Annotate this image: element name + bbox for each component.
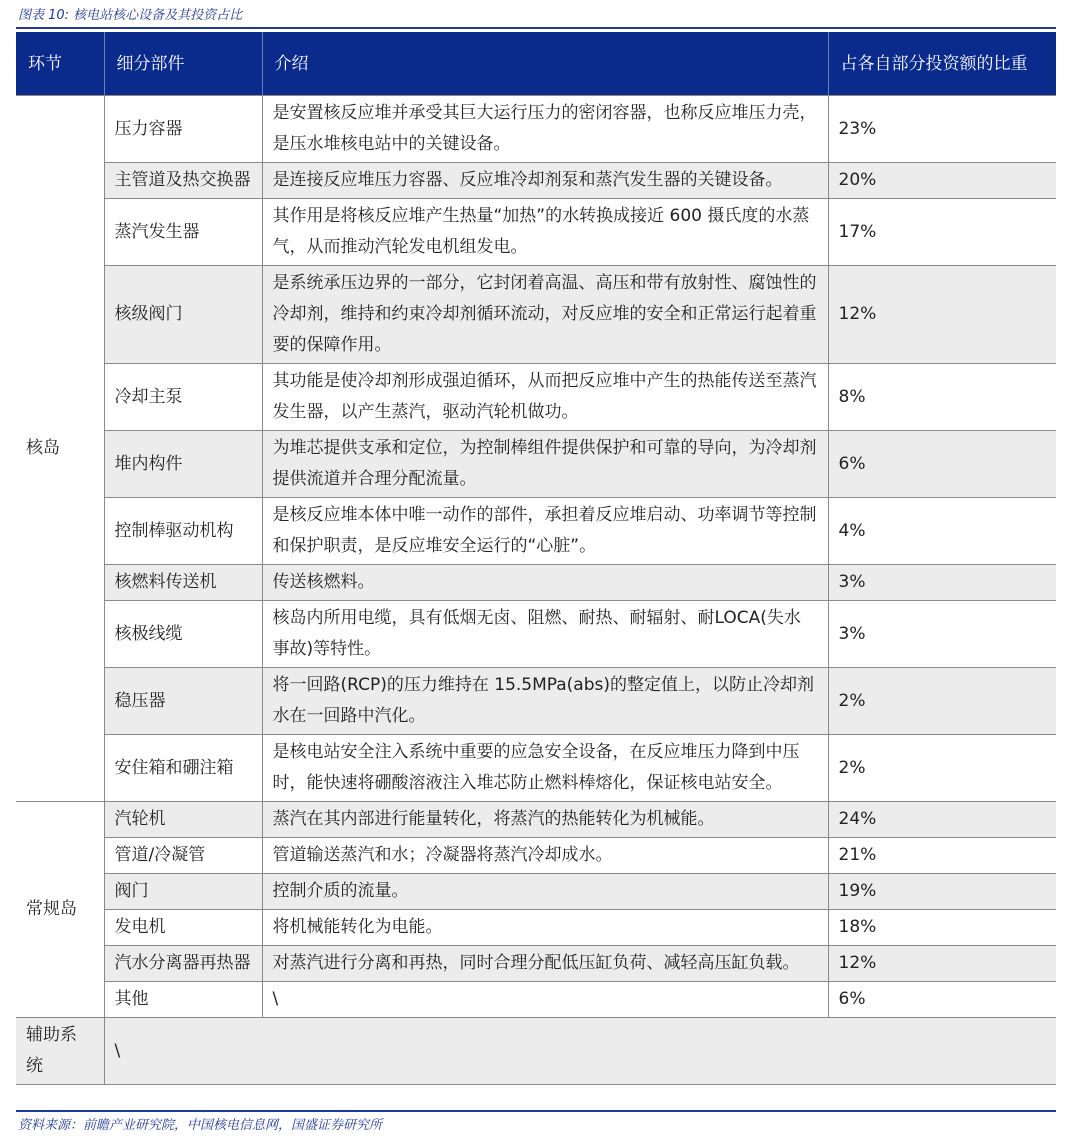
table-row xyxy=(16,982,1056,1018)
share-cell: 23% xyxy=(828,96,1056,163)
table-row xyxy=(16,199,1056,266)
header-part: 细分部件 xyxy=(104,32,262,96)
table-row xyxy=(16,601,1056,668)
desc-cell: 是安置核反应堆并承受其巨大运行压力的密闭容器，也称反应堆压力壳，是压水堆核电站中的关键设备。 xyxy=(262,96,828,163)
table-row xyxy=(16,802,1056,838)
share-cell: 12% xyxy=(828,946,1056,982)
stage-auxiliary: 辅助系统 xyxy=(16,1018,104,1085)
desc-cell: 将一回路(RCP)的压力维持在 15.5MPa(abs)的整定值上，以防止冷却剂水在一回路中汽化。 xyxy=(262,668,828,735)
table-row xyxy=(16,96,1056,163)
table-row xyxy=(16,946,1056,982)
share-cell: 3% xyxy=(828,565,1056,601)
part-cell: 控制棒驱动机构 xyxy=(104,498,262,565)
part-cell: 核极线缆 xyxy=(104,601,262,668)
table-row xyxy=(16,565,1056,601)
bottom-rule xyxy=(16,1110,1056,1112)
table-row xyxy=(16,163,1056,199)
share-cell: 6% xyxy=(828,982,1056,1018)
part-cell: 汽水分离器再热器 xyxy=(104,946,262,982)
desc-cell: 控制介质的流量。 xyxy=(262,874,828,910)
table-row xyxy=(16,266,1056,364)
desc-cell: 核岛内所用电缆，具有低烟无卤、阻燃、耐热、耐辐射、耐LOCA(失水事故)等特性。 xyxy=(262,601,828,668)
equipment-table xyxy=(16,32,1056,1085)
desc-cell: 将机械能转化为电能。 xyxy=(262,910,828,946)
table-row xyxy=(16,431,1056,498)
share-cell: 21% xyxy=(828,838,1056,874)
share-cell: 18% xyxy=(828,910,1056,946)
table-row xyxy=(16,838,1056,874)
share-cell: 24% xyxy=(828,802,1056,838)
part-cell: 安住箱和硼注箱 xyxy=(104,735,262,802)
part-cell: 蒸汽发生器 xyxy=(104,199,262,266)
table-row xyxy=(16,910,1056,946)
part-cell: 压力容器 xyxy=(104,96,262,163)
table-row xyxy=(16,668,1056,735)
part-cell: 堆内构件 xyxy=(104,431,262,498)
desc-cell: 为堆芯提供支承和定位，为控制棒组件提供保护和可靠的导向，为冷却剂提供流道并合理分配流量。 xyxy=(262,431,828,498)
auxiliary-value-cell: \ xyxy=(104,1018,1056,1085)
table-row xyxy=(16,1018,1056,1085)
source-note: 资料来源：前瞻产业研究院，中国核电信息网，国盛证券研究所 xyxy=(18,1118,383,1133)
share-cell: 20% xyxy=(828,163,1056,199)
share-cell: 17% xyxy=(828,199,1056,266)
part-cell: 管道/冷凝管 xyxy=(104,838,262,874)
stage-conventional-island: 常规岛 xyxy=(16,802,104,1018)
part-cell: 发电机 xyxy=(104,910,262,946)
desc-cell: 是核电站安全注入系统中重要的应急安全设备，在反应堆压力降到中压时，能快速将硼酸溶液注入堆芯防止燃料棒熔化，保证核电站安全。 xyxy=(262,735,828,802)
share-cell: 19% xyxy=(828,874,1056,910)
desc-cell: 蒸汽在其内部进行能量转化，将蒸汽的热能转化为机械能。 xyxy=(262,802,828,838)
header-stage: 环节 xyxy=(16,32,104,96)
part-cell: 主管道及热交换器 xyxy=(104,163,262,199)
desc-cell: 是连接反应堆压力容器、反应堆冷却剂泵和蒸汽发生器的关键设备。 xyxy=(262,163,828,199)
desc-cell: 其作用是将核反应堆产生热量“加热”的水转换成接近 600 摄氏度的水蒸气，从而推动汽轮发电机组发电。 xyxy=(262,199,828,266)
header-desc: 介绍 xyxy=(262,32,828,96)
part-cell: 冷却主泵 xyxy=(104,364,262,431)
table-row xyxy=(16,735,1056,802)
table-row xyxy=(16,874,1056,910)
desc-cell: 对蒸汽进行分离和再热，同时合理分配低压缸负荷、减轻高压缸负载。 xyxy=(262,946,828,982)
table-row xyxy=(16,364,1056,431)
desc-cell: 管道输送蒸汽和水；冷凝器将蒸汽冷却成水。 xyxy=(262,838,828,874)
share-cell: 12% xyxy=(828,266,1056,364)
share-cell: 2% xyxy=(828,735,1056,802)
part-cell: 核燃料传送机 xyxy=(104,565,262,601)
share-cell: 4% xyxy=(828,498,1056,565)
share-cell: 8% xyxy=(828,364,1056,431)
desc-cell: 是核反应堆本体中唯一动作的部件，承担着反应堆启动、功率调节等控制和保护职责，是反应堆安全运行的“心脏”。 xyxy=(262,498,828,565)
desc-cell: 传送核燃料。 xyxy=(262,565,828,601)
share-cell: 6% xyxy=(828,431,1056,498)
table-row xyxy=(16,498,1056,565)
desc-cell: \ xyxy=(262,982,828,1018)
stage-nuclear-island: 核岛 xyxy=(16,96,104,802)
share-cell: 2% xyxy=(828,668,1056,735)
part-cell: 其他 xyxy=(104,982,262,1018)
header-row xyxy=(16,32,1056,96)
desc-cell: 其功能是使冷却剂形成强迫循环，从而把反应堆中产生的热能传送至蒸汽发生器，以产生蒸汽，驱动汽轮机做功。 xyxy=(262,364,828,431)
part-cell: 核级阀门 xyxy=(104,266,262,364)
figure-caption: 图表 10: 核电站核心设备及其投资占比 xyxy=(18,8,243,23)
share-cell: 3% xyxy=(828,601,1056,668)
part-cell: 稳压器 xyxy=(104,668,262,735)
desc-cell: 是系统承压边界的一部分，它封闭着高温、高压和带有放射性、腐蚀性的冷却剂，维持和约束冷却剂循环流动，对反应堆的安全和正常运行起着重要的保障作用。 xyxy=(262,266,828,364)
part-cell: 阀门 xyxy=(104,874,262,910)
part-cell: 汽轮机 xyxy=(104,802,262,838)
header-share: 占各自部分投资额的比重 xyxy=(828,32,1056,96)
top-rule xyxy=(16,27,1056,29)
